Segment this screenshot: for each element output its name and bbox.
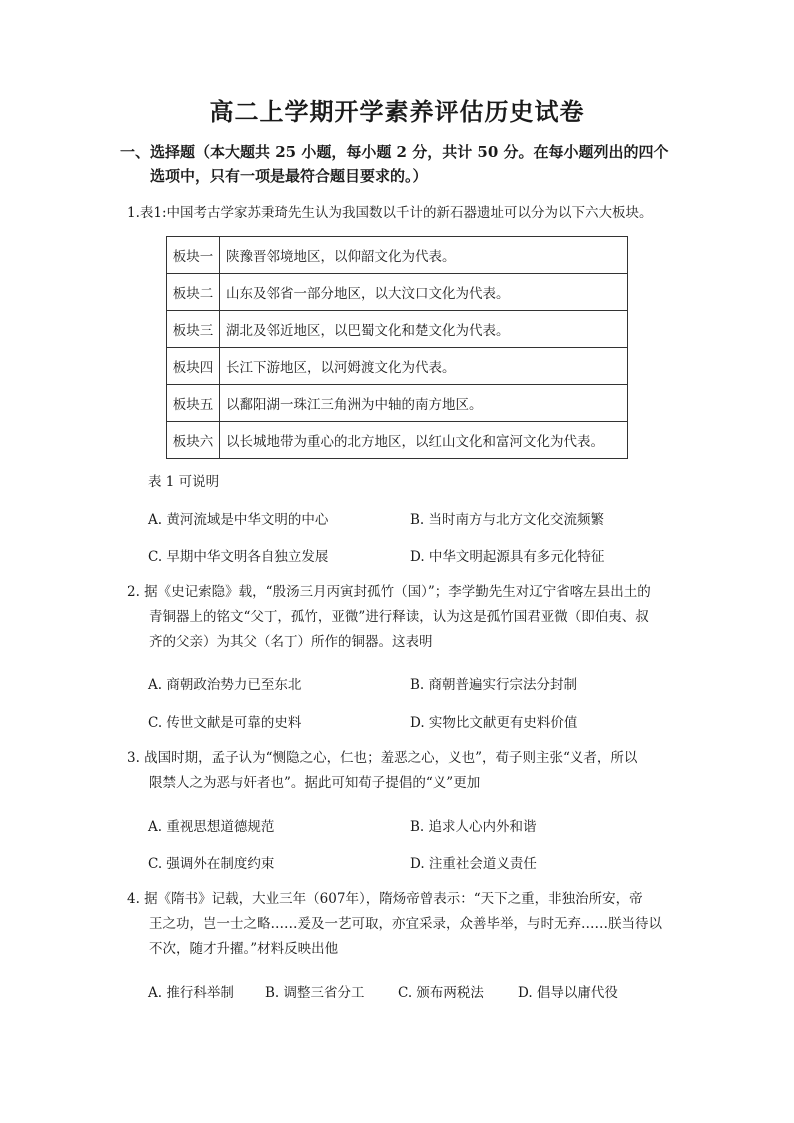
question-4-stem-line: 不次，随才升擢。”材料反映出他 <box>149 941 339 957</box>
question-3-stem-line: 限禁人之为恶与奸者也”。据此可知荀子提倡的“义”更加 <box>149 775 481 791</box>
question-3-option-c[interactable]: C. 强调外在制度约束 <box>148 856 275 872</box>
table-cell-label: 板块二 <box>167 274 220 311</box>
table-cell-text: 山东及邻省一部分地区，以大汶口文化为代表。 <box>220 274 628 311</box>
table-cell-label: 板块四 <box>167 348 220 385</box>
question-2-option-c[interactable]: C. 传世文献是可靠的史料 <box>148 715 302 731</box>
table-row <box>167 274 628 311</box>
table-row <box>167 237 628 274</box>
question-2-stem-line: 齐的父亲）为其父（名丁）所作的铜器。这表明 <box>149 634 433 650</box>
table-cell-label: 板块六 <box>167 422 220 459</box>
question-1-table <box>166 236 628 459</box>
table-cell-text: 湖北及邻近地区，以巴蜀文化和楚文化为代表。 <box>220 311 628 348</box>
question-1-option-d[interactable]: D. 中华文明起源具有多元化特征 <box>410 549 605 565</box>
table-cell-label: 板块五 <box>167 385 220 422</box>
question-2-stem-line: 2. 据《史记索隐》载，“殷汤三月丙寅封孤竹（国）”；李学勤先生对辽宁省喀左县出土的 <box>127 584 651 600</box>
question-3-option-d[interactable]: D. 注重社会道义责任 <box>410 856 537 872</box>
question-3-option-b[interactable]: B. 追求人心内外和谐 <box>410 819 537 835</box>
question-1-option-a[interactable]: A. 黄河流域是中华文明的中心 <box>148 512 329 528</box>
question-2-stem-line: 青铜器上的铭文“父丁，孤竹，亚微”进行释读，认为这是孤竹国君亚微（即伯夷、叔 <box>149 609 649 625</box>
question-2-stem <box>127 580 687 655</box>
table-cell-text: 以鄱阳湖一珠江三角洲为中轴的南方地区。 <box>220 385 628 422</box>
page-title: 高二上学期开学素养评估历史试卷 <box>209 97 585 126</box>
question-4-stem-line: 4. 据《隋书》记载，大业三年（607年），隋炀帝曾表示：“天下之重，非独治所安，帝 <box>127 891 643 907</box>
question-2-option-a[interactable]: A. 商朝政治势力已至东北 <box>148 677 302 693</box>
table-cell-text: 以长城地带为重心的北方地区，以红山文化和富河文化为代表。 <box>220 422 628 459</box>
question-4-option-b[interactable]: B. 调整三省分工 <box>265 985 365 1001</box>
question-1-option-c[interactable]: C. 早期中华文明各自独立发展 <box>148 549 329 565</box>
table-row <box>167 348 628 385</box>
table-row <box>167 422 628 459</box>
question-2-option-b[interactable]: B. 商朝普遍实行宗法分封制 <box>410 677 578 693</box>
question-1-table-note: 表 1 可说明 <box>148 474 220 490</box>
table-cell-label: 板块三 <box>167 311 220 348</box>
question-4-stem <box>127 887 687 962</box>
question-3-stem-line: 3. 战国时期，孟子认为“恻隐之心，仁也；羞恶之心，义也”，荀子则主张“义者，所以 <box>127 750 638 766</box>
question-4-stem-line: 王之功，岂一士之略……爰及一艺可取，亦宜采录，众善毕举，与时无弃……朕当待以 <box>149 916 662 932</box>
question-3-option-a[interactable]: A. 重视思想道德规范 <box>148 819 275 835</box>
table-row <box>167 311 628 348</box>
question-4-option-c[interactable]: C. 颁布两税法 <box>398 985 484 1001</box>
section-heading <box>120 140 680 188</box>
question-2-option-d[interactable]: D. 实物比文献更有史料价值 <box>410 715 578 731</box>
table-row <box>167 385 628 422</box>
question-4-option-d[interactable]: D. 倡导以庸代役 <box>518 985 618 1001</box>
section-heading-line1: 一、选择题（本大题共 25 小题，每小题 2 分，共计 50 分。在每小题列出的四个 <box>120 143 669 161</box>
table-cell-text: 陕豫晋邻境地区，以仰韶文化为代表。 <box>220 237 628 274</box>
question-3-stem <box>127 746 687 796</box>
question-1-stem-line: 1.表1:中国考古学家苏秉琦先生认为我国数以千计的新石器遗址可以分为以下六大板块。 <box>127 205 653 221</box>
table-cell-label: 板块一 <box>167 237 220 274</box>
table-cell-text: 长江下游地区，以河姆渡文化为代表。 <box>220 348 628 385</box>
question-4-option-a[interactable]: A. 推行科举制 <box>148 985 234 1001</box>
question-1-stem <box>127 201 687 226</box>
question-1-option-b[interactable]: B. 当时南方与北方文化交流频繁 <box>410 512 605 528</box>
section-heading-line2: 选项中，只有一项是最符合题目要求的。） <box>150 167 428 185</box>
